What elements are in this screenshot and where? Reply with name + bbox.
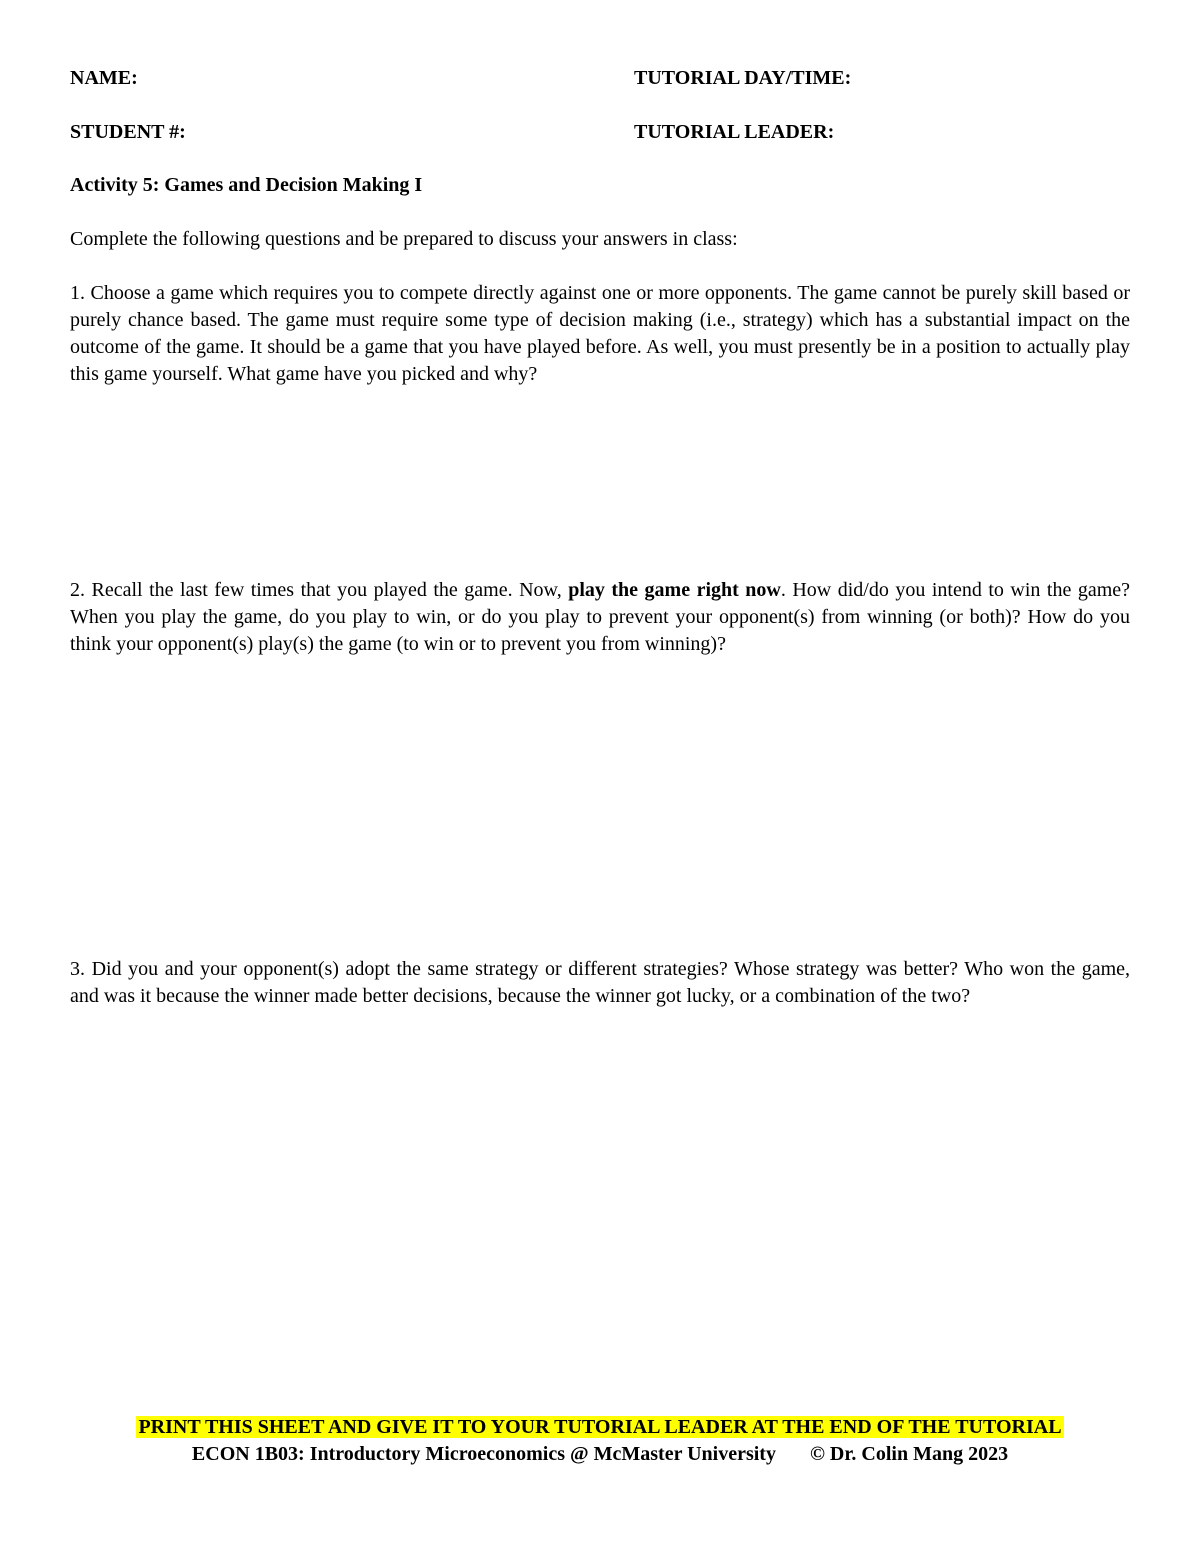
copyright-notice: © Dr. Colin Mang 2023 [809, 1443, 1009, 1465]
print-notice-text: PRINT THIS SHEET AND GIVE IT TO YOUR TUTORIAL LEADER AT THE END OF THE TUTORIAL [138, 1416, 1062, 1438]
name-label: NAME: [70, 67, 138, 89]
question-2-text-end: . How did/do you intend to win the game? When you play the game, do you play to win, or do you play to prevent your opponent(s) from winning (or both)? How do you think your opponent(s) play(s) the game (to win or to prevent you from winning)? [70, 579, 1131, 655]
course-footer [0, 1441, 1200, 1467]
question-2-emphasis: play the game right now [568, 579, 781, 601]
question-2 [70, 577, 1130, 658]
tutorial-leader-label: TUTORIAL LEADER: [634, 121, 835, 143]
question-1: 1. Choose a game which requires you to compete directly against one or more opponents. The game cannot be purely skill based or purely chance based. The game must require some type of decision making (i.e., strategy) which has a substantial impact on the outcome of the game. It should be a game that you have played before. As well, you must presently be in a position to actually play this game yourself. What game have you picked and why? [70, 282, 1130, 385]
print-notice [0, 1414, 1200, 1440]
course-name: ECON 1B03: Introductory Microeconomics @ McMaster University [191, 1443, 776, 1465]
tutorial-daytime-label: TUTORIAL DAY/TIME: [634, 67, 852, 89]
question-3: 3. Did you and your opponent(s) adopt the same strategy or different strategies? Whose strategy was better? Who won the game, and was it because the winner made better decisions, because the winner got lucky, or a combination of the two? [70, 958, 1130, 1007]
activity-title: Activity 5: Games and Decision Making I [70, 174, 423, 196]
instructions: Complete the following questions and be prepared to discuss your answers in class: [70, 228, 738, 250]
question-2-text-start: 2. Recall the last few times that you played the game. Now, [70, 579, 569, 601]
student-number-label: STUDENT #: [70, 121, 186, 143]
